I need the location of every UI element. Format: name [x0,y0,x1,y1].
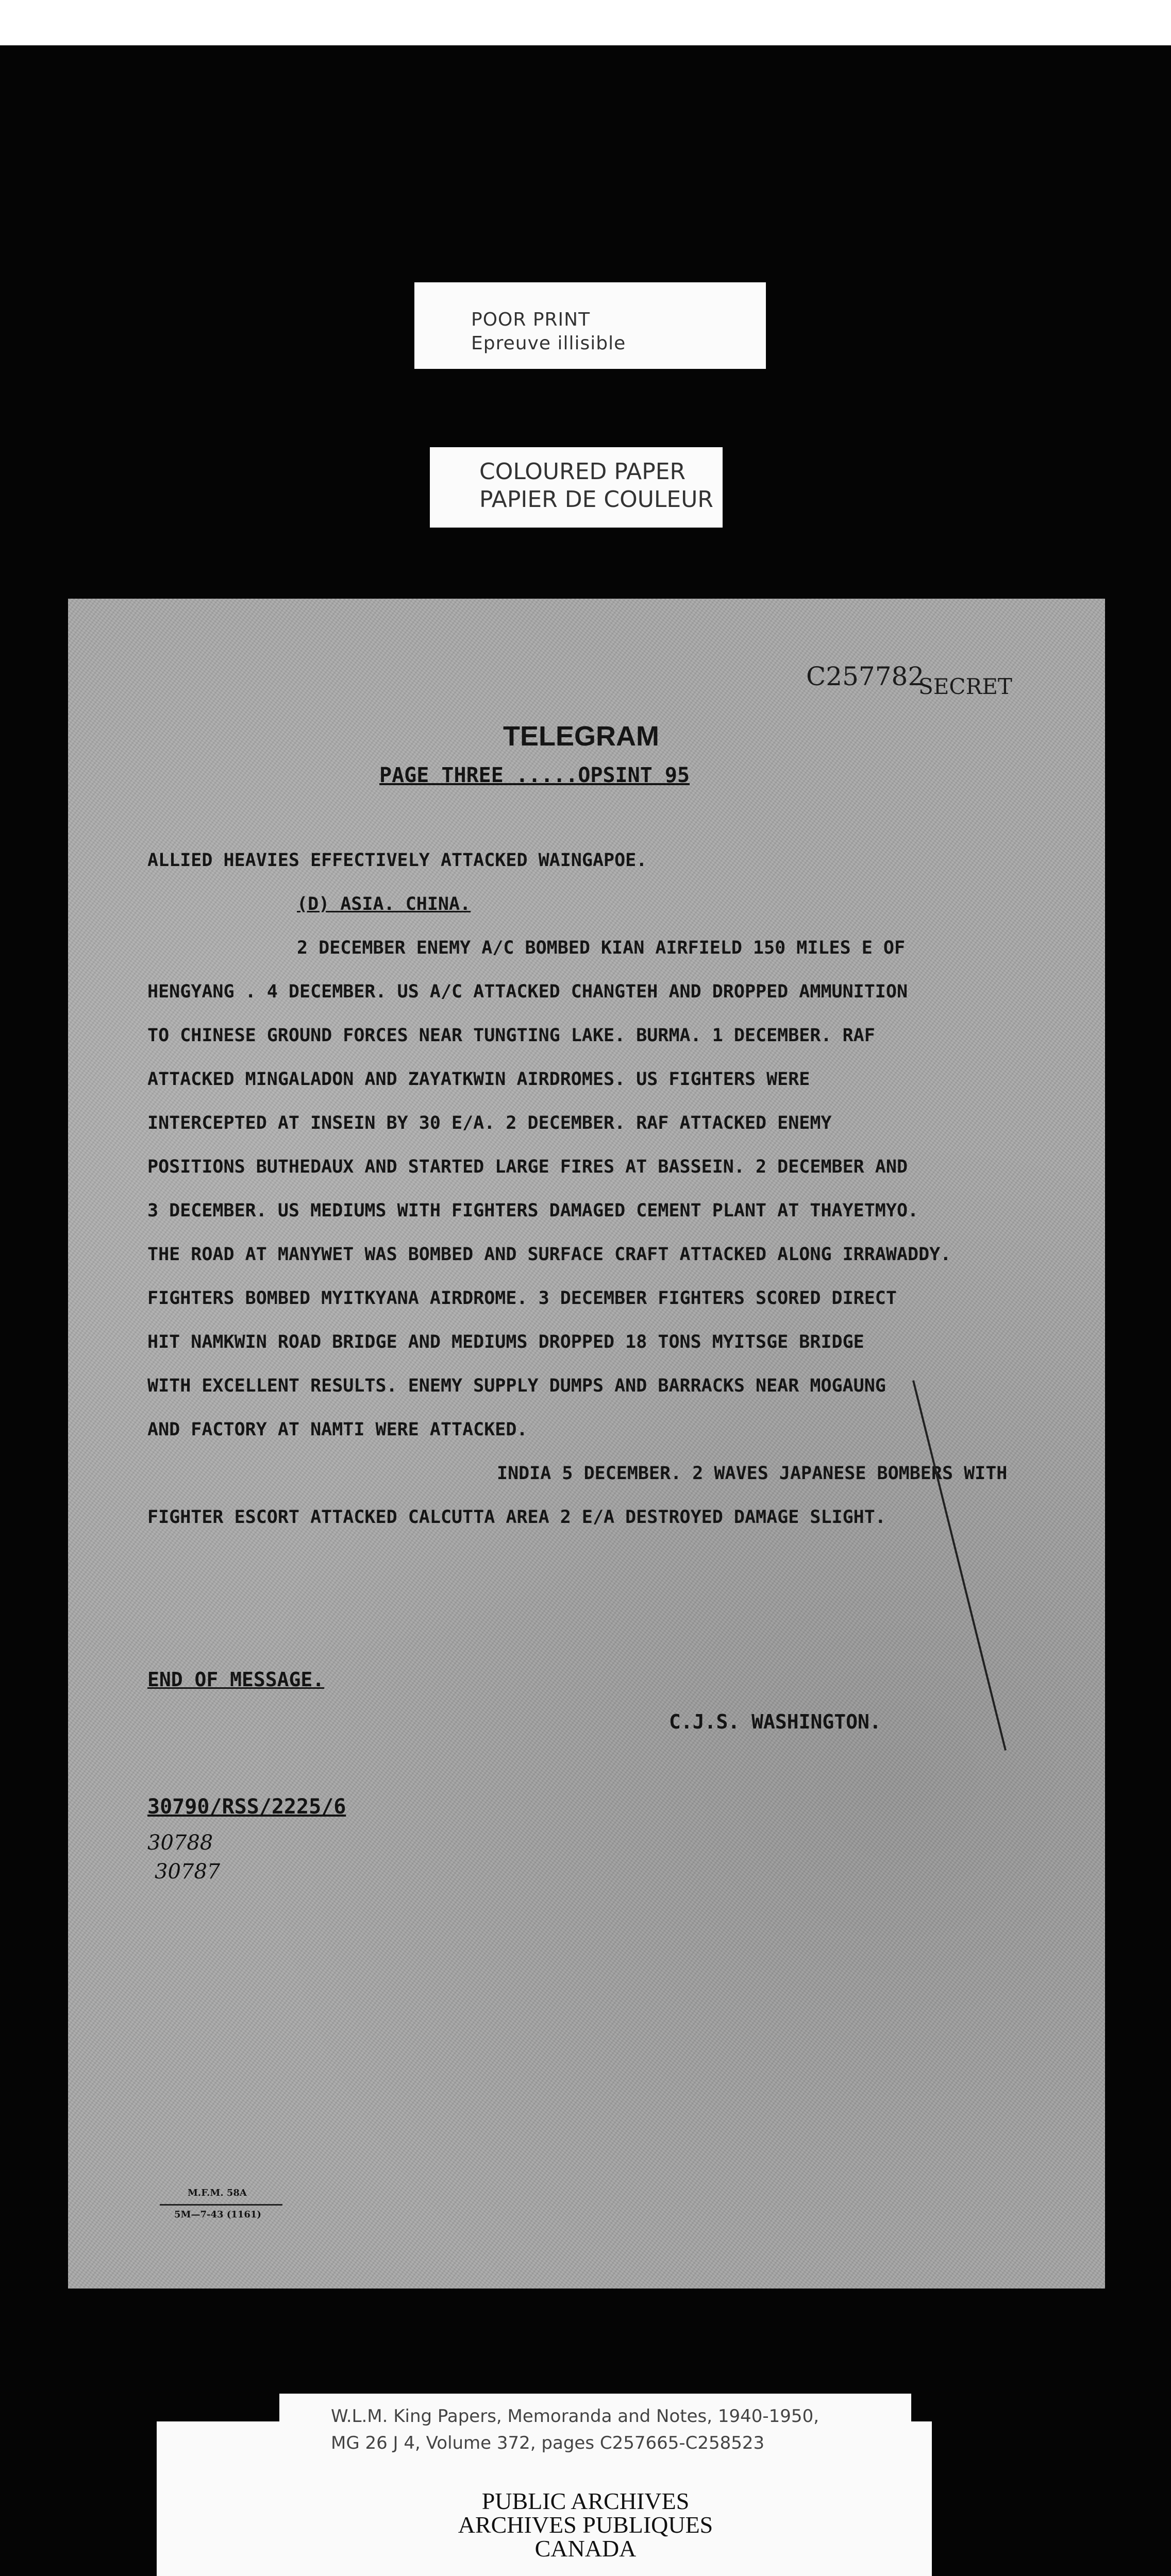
body-line: FIGHTER ESCORT ATTACKED CALCUTTA AREA 2 E/A DESTROYED DAMAGE SLIGHT. [147,1507,886,1528]
page-line: PAGE THREE .....OPSINT 95 [379,764,690,787]
end-of-message: END OF MESSAGE. [147,1668,325,1691]
body-line: AND FACTORY AT NAMTI WERE ATTACKED. [147,1419,528,1440]
coloured-paper-label [430,447,723,528]
body-line: ATTACKED MINGALADON AND ZAYATKWIN AIRDROMES. US FIGHTERS WERE [147,1069,810,1090]
body-line: TO CHINESE GROUND FORCES NEAR TUNGTING LAKE. BURMA. 1 DECEMBER. RAF [147,1025,875,1046]
telegram-title: TELEGRAM [503,721,659,752]
handwritten-note: 30788 [147,1831,213,1855]
form-code: M.F.M. 58A [188,2188,247,2198]
body-line: 2 DECEMBER ENEMY A/C BOMBED KIAN AIRFIELD 150 MILES E OF [297,938,906,958]
body-line: HIT NAMKWIN ROAD BRIDGE AND MEDIUMS DROPPED 18 TONS MYITSGE BRIDGE [147,1332,864,1352]
body-line: FIGHTERS BOMBED MYITKYANA AIRDROME. 3 DECEMBER FIGHTERS SCORED DIRECT [147,1288,897,1309]
body-line: HENGYANG . 4 DECEMBER. US A/C ATTACKED CHANGTEH AND DROPPED AMMUNITION [147,981,908,1002]
archive-stamp-line: PUBLIC ARCHIVES [481,2488,690,2514]
archive-citation-line2: MG 26 J 4, Volume 372, pages C257665-C258523 [331,2433,765,2453]
body-line: THE ROAD AT MANYWET WAS BOMBED AND SURFACE CRAFT ATTACKED ALONG IRRAWADDY. [147,1244,951,1265]
body-line: INDIA 5 DECEMBER. 2 WAVES JAPANESE BOMBERS WITH [497,1463,1008,1484]
signature: C.J.S. WASHINGTON. [669,1710,881,1733]
telegram-page [68,599,1105,2289]
file-reference: 30790/RSS/2225/6 [147,1795,346,1819]
archive-stamp-line: ARCHIVES PUBLIQUES [458,2512,713,2538]
body-line: ALLIED HEAVIES EFFECTIVELY ATTACKED WAINGAPOE. [147,850,647,871]
poor-print-label [414,282,766,369]
coloured-paper-en: COLOURED PAPER [479,459,686,485]
form-divider [160,2204,282,2206]
archive-citation-line1: W.L.M. King Papers, Memoranda and Notes, 1940-1950, [331,2406,819,2427]
telegram-body [147,839,1101,1539]
form-code-sub: 5M—7-43 (1161) [174,2209,261,2220]
handwritten-note: 30787 [155,1860,221,1884]
document-ref-number: C257782 [806,662,925,691]
poor-print-fr: Epreuve illisible [471,333,626,354]
body-line: WITH EXCELLENT RESULTS. ENEMY SUPPLY DUMPS AND BARRACKS NEAR MOGAUNG [147,1376,886,1396]
poor-print-en: POOR PRINT [471,309,591,330]
classification: SECRET [918,674,1012,699]
body-line: POSITIONS BUTHEDAUX AND STARTED LARGE FIRES AT BASSEIN. 2 DECEMBER AND [147,1157,908,1177]
body-line: 3 DECEMBER. US MEDIUMS WITH FIGHTERS DAMAGED CEMENT PLANT AT THAYETMYO. [147,1200,919,1221]
coloured-paper-fr: PAPIER DE COULEUR [479,486,714,513]
archive-stamp-line: CANADA [534,2535,637,2562]
body-line: (D) ASIA. CHINA. [297,894,471,914]
body-line: INTERCEPTED AT INSEIN BY 30 E/A. 2 DECEMBER. RAF ATTACKED ENEMY [147,1113,832,1133]
